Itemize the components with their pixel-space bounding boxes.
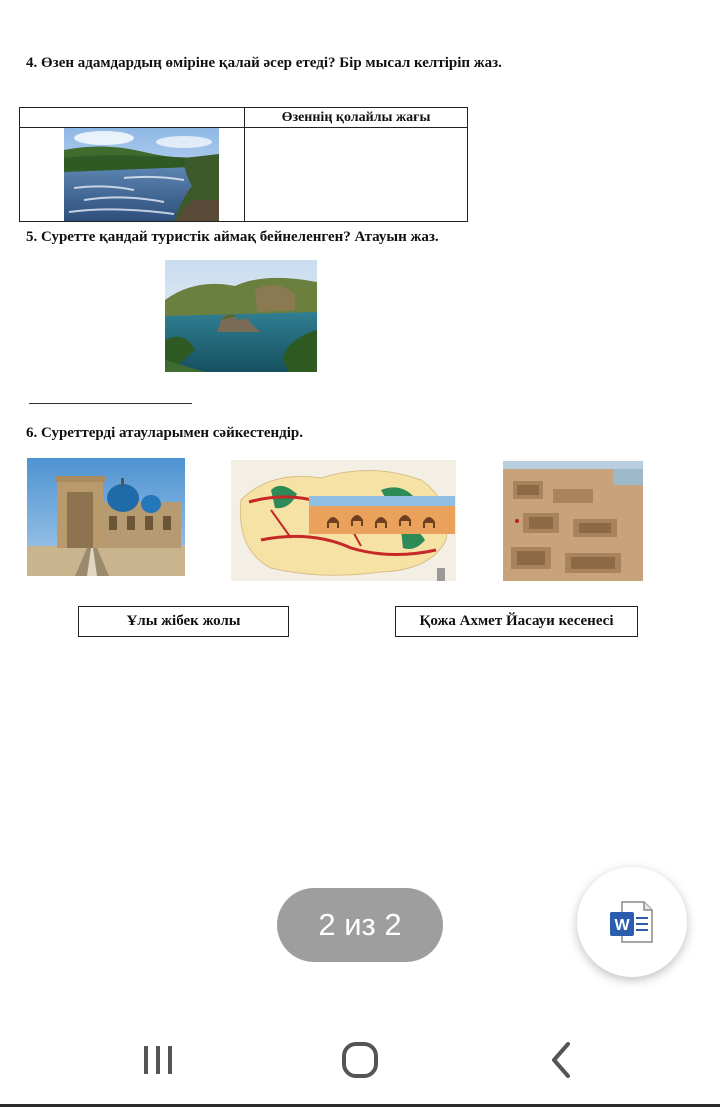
question-6: 6. Суреттерді атауларымен сәйкестендір. (26, 425, 304, 441)
mausoleum-photo (27, 458, 185, 576)
page-indicator: 2 из 2 (277, 888, 443, 962)
back-button[interactable] (532, 1038, 592, 1082)
back-icon (532, 1069, 592, 1086)
svg-text:W: W (614, 917, 630, 934)
recent-apps-button[interactable] (128, 1038, 188, 1082)
home-icon (330, 1069, 390, 1086)
ruins-photo (503, 461, 643, 581)
word-icon (610, 900, 654, 949)
label-silk-road: Ұлы жібек жолы (78, 606, 289, 637)
silk-road-map (231, 460, 456, 581)
label-yasawi-mausoleum: Қожа Ахмет Йасауи кесенесі (395, 606, 638, 637)
answer-line (29, 403, 192, 404)
table-header-cell: Өзеннің қолайлы жағы (281, 110, 431, 125)
open-in-word-button[interactable] (577, 867, 687, 977)
home-button[interactable] (330, 1038, 390, 1082)
recent-apps-icon (128, 1069, 188, 1086)
river-photo (64, 128, 219, 221)
question-4: 4. Өзен адамдардың өміріне қалай әсер етеді? Бір мысал келтіріп жаз. (26, 55, 502, 71)
question-5: 5. Суретте қандай туристік аймақ бейнеленген? Атауын жаз. (26, 229, 439, 245)
system-navigation-bar (0, 1010, 720, 1107)
lake-photo (165, 260, 317, 372)
